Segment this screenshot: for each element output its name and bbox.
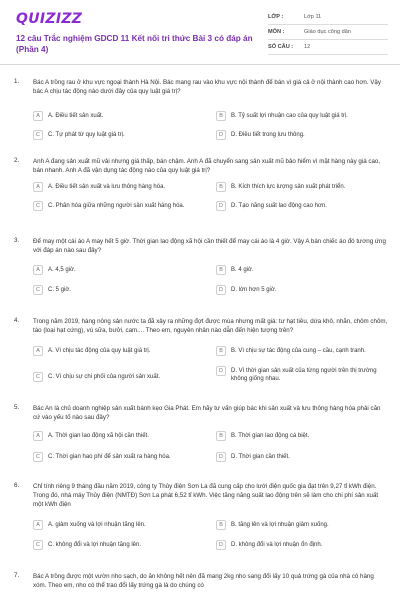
header-divider [0,64,400,65]
option-text: A. Điều tiết sản xuất. [48,113,104,119]
option-text: B. tăng lên và lợi nhuận giảm xuống. [231,522,329,528]
option-text: B. Tỷ suất lợi nhuận cao của quy luật giá trị. [231,113,348,119]
option-letter: D [216,201,226,211]
option-d[interactable] [216,130,388,144]
question-text: Để may một cái áo A may hết 5 giờ. Thời gian lao động xã hội cần thiết để may cái áo là 4 giờ. Vậy A bán chiếc áo đó tương ứng với đáp án nào sau đây? [33,238,386,254]
question-number: 5. [14,404,20,411]
option-letter: B [216,265,226,275]
question-text: Bác A trồng được một vườn nho sạch, do ăn không hết nên đã mang 2kg nho sang đổi lấy 10 quả trứng gà của nhà cô hàng xóm. Theo em, nho có thể trao đổi lấy trứng gà là do chúng có [33,573,374,589]
option-letter: A [33,182,43,192]
option-c[interactable] [33,372,205,386]
option-text: C. Tự phát từ quy luật giá trị. [48,132,125,138]
meta-table [268,10,388,55]
option-text: A. 4,5 giờ. [48,267,76,273]
option-a[interactable] [33,520,205,534]
option-a[interactable] [33,111,205,125]
meta-value: Giáo dục công dân [304,29,351,35]
option-text: D. Vì thời gian sản xuất của từng người trên thị trường không giống nhau. [231,368,377,382]
option-b[interactable] [216,265,388,279]
option-text: A. Điều tiết sản xuất và lưu thông hàng hóa. [48,184,166,190]
option-letter: D [216,130,226,140]
meta-value: 12 [304,44,311,50]
option-text: C. Vì chịu sự chi phối của người sản xuất. [48,374,161,380]
option-a[interactable] [33,182,205,196]
option-letter: A [33,265,43,275]
question-number: 2. [14,157,20,164]
option-letter: D [216,285,226,295]
option-letter: D [216,452,226,462]
option-letter: C [33,201,43,211]
option-text: A. Thời gian lao động xã hội cần thiết. [48,433,149,439]
option-text: D. Thời gian cần thiết. [231,454,290,460]
option-a[interactable] [33,346,205,360]
worksheet-header [0,0,400,72]
option-text: D. Tạo năng suất lao động cao hơn. [231,203,327,209]
option-letter: C [33,372,43,382]
meta-key: SỐ CÂU : [268,44,294,50]
option-c[interactable] [33,285,205,299]
option-text: B. Thời gian lao động cá biệt. [231,433,310,439]
meta-key: MÔN : [268,29,285,35]
meta-row-class [268,10,388,25]
question-number: 6. [14,482,20,489]
question-number: 3. [14,237,20,244]
option-text: B. Kích thích lực lượng sản xuất phát triển. [231,184,346,190]
option-letter: A [33,111,43,121]
option-letter: B [216,520,226,530]
question-number: 7. [14,572,20,579]
option-letter: C [33,130,43,140]
option-letter: A [33,520,43,530]
option-d[interactable] [216,540,388,554]
option-text: A. Vì chịu tác động của quy luật giá trị. [48,348,151,354]
option-text: C. Phân hóa giữa những người sản xuất hàng hóa. [48,203,185,209]
question-text: Bác An là chủ doanh nghiệp sản xuất bánh kẹo Gia Phát. Em hãy tư vấn giúp bác khi sản xuất và lưu thông hàng hóa phải căn cứ vào yếu tố nào sau đây? [33,405,381,421]
option-text: B. Vì chịu sự tác động của cung – cầu, cạnh tranh. [231,348,366,354]
option-text: C. Thời gian hao phí để sản xuất ra hàng hóa. [48,454,171,460]
option-letter: B [216,431,226,441]
option-letter: B [216,182,226,192]
option-text: D. Điều tiết trong lưu thông. [231,132,305,138]
option-letter: D [216,540,226,550]
option-letter: D [216,366,226,376]
option-letter: A [33,431,43,441]
option-text: C. không đổi và lợi nhuận tăng lên. [48,542,141,548]
option-c[interactable] [33,540,205,554]
meta-row-subject [268,25,388,40]
question-text: Chỉ tính riêng 9 tháng đầu năm 2019, công ty Thủy điện Sơn La đã cung cấp cho lưới điện quốc gia đạt trên 9,27 tỉ kWh điện. Trong đó, nhà máy Thủy điện (NMTĐ) Sơn La phát 6,52 tỉ kWh. Việc tăng năng suất lao động trên sẽ làm cho chi phí sản xuất một kWh điện [33,483,379,508]
meta-key: LỚP : [268,14,284,20]
option-d[interactable] [216,366,388,388]
question-text: Bác A trồng rau ở khu vực ngoại thành Hà Nội. Bác mang rau vào khu vực nội thành để bán vì giá cả ở nội thành cao hơn. Vậy bác A chịu tác động nào dưới đây của quy luật giá trị? [33,79,381,95]
option-text: D. lớn hơn 5 giờ. [231,287,277,293]
option-c[interactable] [33,201,205,215]
quizizz-logo[interactable]: QUIZIZZ [16,11,83,27]
option-d[interactable] [216,452,388,466]
option-letter: B [216,111,226,121]
question-number: 1. [14,78,20,85]
option-b[interactable] [216,520,388,534]
question-text: Trong năm 2019, hàng nông sản nước ta đã xảy ra những đợt được mùa nhưng mất giá: tư hạt tiêu, dứa khô, nhãn, chôm chôm, táo (loại hạt cứng), vú sữa, bưởi, cam.... Theo em, nguyên nhân nào dẫn đến hiện tượng trên? [33,318,388,334]
option-a[interactable] [33,265,205,279]
option-text: C. 5 giờ. [48,287,71,293]
option-text: B. 4 giờ. [231,267,254,273]
meta-row-count [268,40,388,55]
option-b[interactable] [216,111,388,125]
option-letter: C [33,285,43,295]
option-b[interactable] [216,182,388,196]
option-letter: C [33,452,43,462]
meta-value: Lớp 11 [304,14,322,20]
question-number: 4. [14,317,20,324]
option-c[interactable] [33,452,205,466]
option-text: D. không đổi và lợi nhuận ổn định. [231,542,323,548]
option-text: A. giảm xuống và lợi nhuận tăng lên. [48,522,146,528]
document-title: 12 câu Trắc nghiệm GDCD 11 Kết nối tri thức Bài 3 có đáp án (Phần 4) [16,34,253,54]
option-c[interactable] [33,130,205,144]
option-letter: A [33,346,43,356]
option-b[interactable] [216,431,388,445]
option-b[interactable] [216,346,388,360]
option-letter: C [33,540,43,550]
option-letter: B [216,346,226,356]
option-a[interactable] [33,431,205,445]
question-text: Anh A đang sản xuất mũ vải nhưng giá thấp, bán chậm. Anh A đã chuyển sang sản xuất mũ bảo hiểm vì mặt hàng này giá cao, bán nhanh. Anh A đã vận dụng tác động nào của quy luật giá trị? [33,158,381,174]
option-d[interactable] [216,201,388,215]
option-d[interactable] [216,285,388,299]
